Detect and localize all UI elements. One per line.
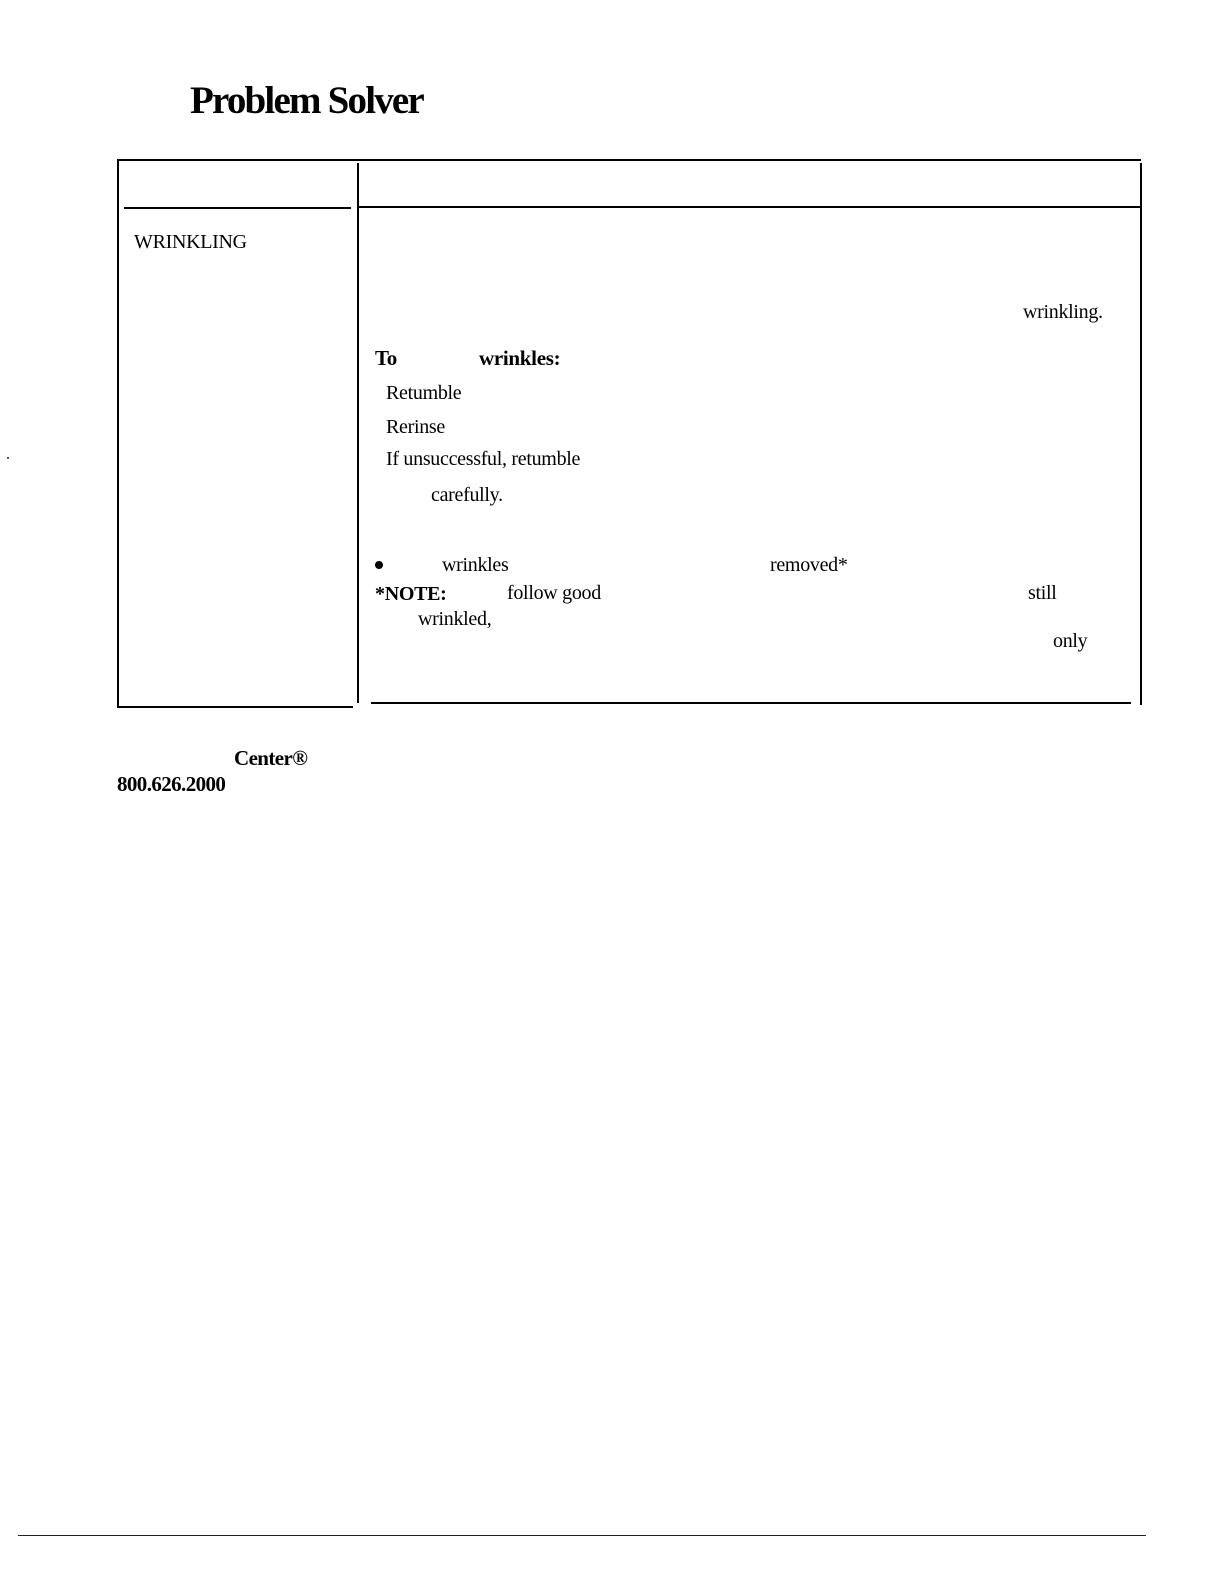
note-label: *NOTE: [375,583,447,605]
table-column-divider [357,163,359,703]
table-right-rule [1140,163,1142,705]
scan-speck [7,457,9,459]
bullet-icon [375,561,383,569]
table-bottom-rule-right [371,702,1131,704]
text-only: only [1053,630,1088,652]
text-wrinkling: wrinkling. [1023,301,1103,323]
problem-label: WRINKLING [134,231,247,253]
text-follow-good: follow good [507,582,601,604]
table-top-rule [117,159,1141,161]
text-removed: removed* [770,554,848,576]
heading-wrinkles: wrinkles: [479,346,561,370]
table-bottom-rule-left [117,706,353,708]
text-wrinkled: wrinkled, [418,608,492,630]
table-header-rule-right [359,206,1142,208]
text-still: still [1028,582,1057,604]
footer-phone: 800.626.2000 [117,772,226,796]
page-title: Problem Solver [190,79,423,122]
footer-center: Center® [234,746,308,770]
table-left-rule [117,160,119,707]
text-wrinkles: wrinkles [442,554,509,576]
heading-to: To [375,346,397,370]
text-retumble: Retumble [386,382,462,404]
table-header-rule-left [124,207,351,209]
text-carefully: carefully. [431,484,503,506]
text-rerinse: Rerinse [386,416,445,438]
page-bottom-rule [18,1535,1146,1536]
text-if-unsuccessful: If unsuccessful, retumble [386,448,581,470]
